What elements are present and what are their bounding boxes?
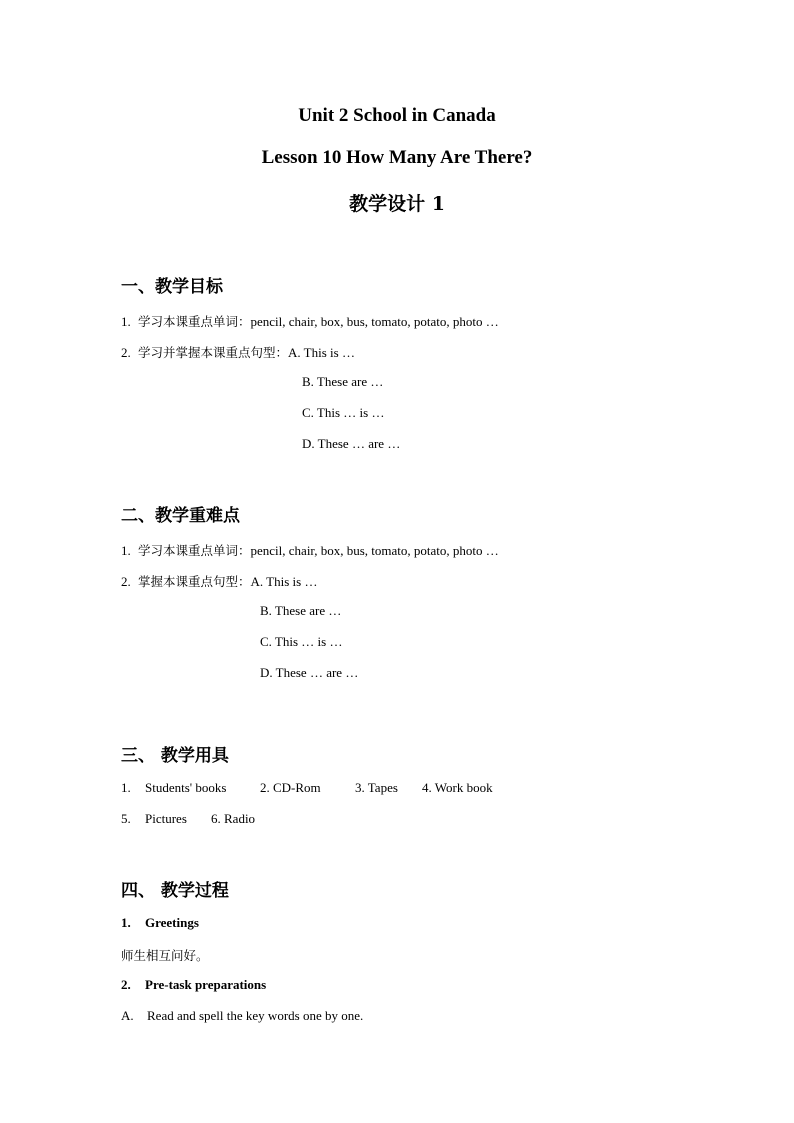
materials-item-cd-rom: 2. CD-Rom [260, 780, 321, 795]
pattern-b: B. These are … [260, 603, 342, 618]
materials-item-number: 1. [121, 780, 131, 795]
step-title-greetings: Greetings [145, 915, 199, 930]
keypoint-item-2 [121, 572, 317, 590]
item-text: pencil, chair, box, bus, tomato, potato, photo … [250, 543, 499, 558]
objective-item-1 [121, 312, 499, 330]
item-label: 学习并掌握本课重点句型： [138, 345, 289, 360]
substep-number: A. [121, 1008, 134, 1023]
pattern-c: C. This … is … [260, 634, 343, 649]
item-text: pencil, chair, box, bus, tomato, potato, photo … [250, 314, 499, 329]
item-label: 学习本课重点单词： [138, 543, 251, 558]
pattern-c: C. This … is … [302, 405, 385, 420]
item-number: 1. [121, 543, 131, 558]
pattern-d: D. These … are … [302, 436, 401, 451]
keypoint-item-1 [121, 541, 499, 559]
section-heading-procedure: 四、 教学过程 [121, 881, 229, 901]
materials-item-students-books: Students' books [145, 780, 227, 795]
section-heading-key-points: 二、教学重难点 [121, 506, 240, 526]
pattern-d: D. These … are … [260, 665, 359, 680]
step-number: 1. [121, 915, 131, 930]
pattern-b: B. These are … [302, 374, 384, 389]
materials-item-tapes: 3. Tapes [355, 780, 398, 795]
doc-title-lesson: Lesson 10 How Many Are There? [261, 147, 533, 168]
materials-item-work-book: 4. Work book [422, 780, 493, 795]
item-number: 2. [121, 345, 131, 360]
step-text-greetings: 师生相互问好。 [121, 948, 209, 963]
step-title-pre-task: Pre-task preparations [145, 977, 267, 992]
objective-item-2 [121, 343, 355, 361]
item-label: 掌握本课重点句型： [138, 574, 251, 589]
section-heading-objectives: 一、教学目标 [121, 277, 223, 297]
pattern-a: A. This is … [250, 574, 318, 589]
section-heading-materials: 三、 教学用具 [121, 746, 229, 766]
materials-item-radio: 6. Radio [211, 811, 256, 826]
pattern-a: A. This is … [288, 345, 355, 360]
item-number: 2. [121, 574, 131, 589]
item-label: 学习本课重点单词： [138, 314, 251, 329]
materials-item-number: 5. [121, 811, 131, 826]
substep-text-read-spell: Read and spell the key words one by one. [147, 1008, 364, 1023]
materials-item-pictures: Pictures [145, 811, 187, 826]
doc-title-design: 教学设计 1 [349, 193, 445, 215]
step-number: 2. [121, 977, 131, 992]
item-number: 1. [121, 314, 131, 329]
doc-title-unit: Unit 2 School in Canada [298, 105, 496, 126]
